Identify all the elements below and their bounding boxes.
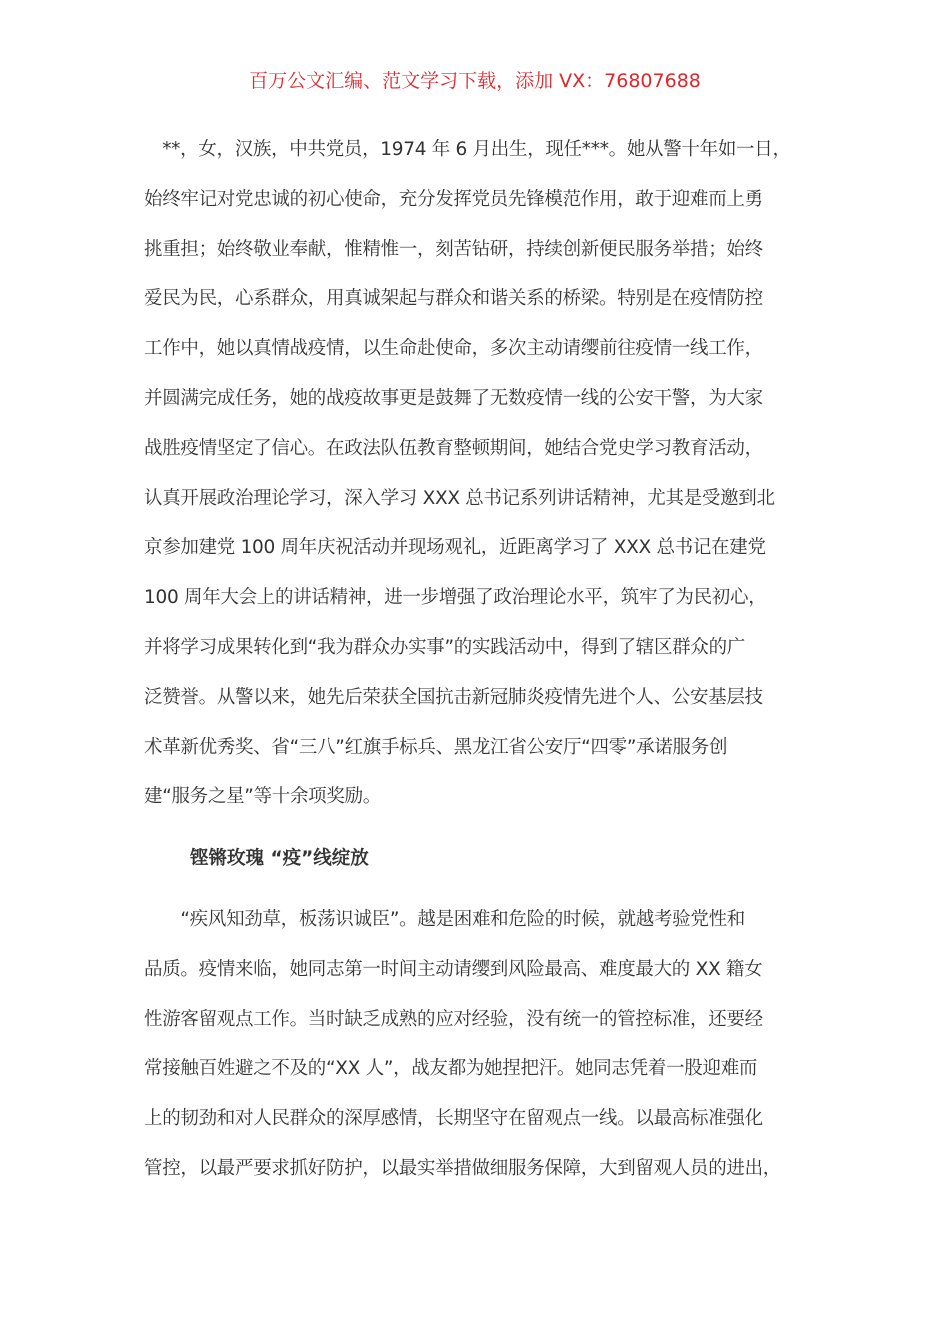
- text-line: 并圆满完成任务，她的战疫故事更是鼓舞了无数疫情一线的公安干警，为大家: [144, 388, 763, 409]
- text-line: 泛赞誉。从警以来，她先后荣获全国抗击新冠肺炎疫情先进个人、公安基层技: [144, 686, 763, 708]
- text-line: 建“服务之星”等十余项奖励。: [144, 786, 381, 808]
- text-line: 性游客留观点工作。当时缺乏成熟的应对经验，没有统一的管控标准，还要经: [144, 1008, 763, 1030]
- watermark-header: 百万公文汇编、范文学习下载，添加 VX：76807688: [249, 70, 701, 92]
- text-line: 战胜疫情坚定了信心。在政法队伍教育整顿期间，她结合党史学习教育活动，: [144, 437, 763, 459]
- text-line: 挑重担；始终敬业奉献，惟精惟一，刻苦钻研，持续创新便民服务举措；始终: [144, 238, 763, 260]
- text-line: “疾风知劲草，板荡识诚臣”。越是困难和危险的时候，就越考验党性和: [144, 909, 745, 930]
- text-line: 管控，以最严要求抓好防护，以最实举措做细服务保障，大到留观人员的进出，: [144, 1158, 782, 1179]
- text-line: 爱民为民，心系群众，用真诚架起与群众和谐关系的桥梁。特别是在疫情防控: [144, 288, 763, 310]
- text-line: 术革新优秀奖、省“三八”红旗手标兵、黑龙江省公安厅“四零”承诺服务创: [144, 736, 728, 758]
- text-line: 常接触百姓避之不及的“XX 人”，战友都为她捏把汗。她同志凭着一股迎难而: [144, 1058, 758, 1080]
- text-line: 认真开展政治理论学习，深入学习 XXX 总书记系列讲话精神，尤其是受邀到北: [144, 487, 775, 509]
- text-line: 始终牢记对党忠诚的初心使命，充分发挥党员先锋模范作用，敢于迎难而上勇: [144, 188, 763, 210]
- text-line: 上的韧劲和对人民群众的深厚感情，长期坚守在留观点一线。以最高标准强化: [144, 1108, 763, 1130]
- text-line: 京参加建党 100 周年庆祝活动并现场观礼，近距离学习了 XXX 总书记在建党: [144, 537, 766, 559]
- text-line: 100 周年大会上的讲话精神，进一步增强了政治理论水平，筑牢了为民初心，: [144, 587, 767, 609]
- text-line: 并将学习成果转化到“我为群众办实事”的实践活动中，得到了辖区群众的广: [144, 637, 745, 658]
- section-heading: 铿锵玫瑰 “疫”线绽放: [190, 848, 369, 869]
- text-line: **，女，汉族，中共党员，1974 年 6 月出生，现任***。她从警十年如一日，: [144, 139, 791, 160]
- text-line: 品质。疫情来临，她同志第一时间主动请缨到风险最高、难度最大的 XX 籍女: [144, 958, 763, 980]
- text-line: 工作中，她以真情战疫情，以生命赴使命，多次主动请缨前往疫情一线工作，: [144, 338, 763, 360]
